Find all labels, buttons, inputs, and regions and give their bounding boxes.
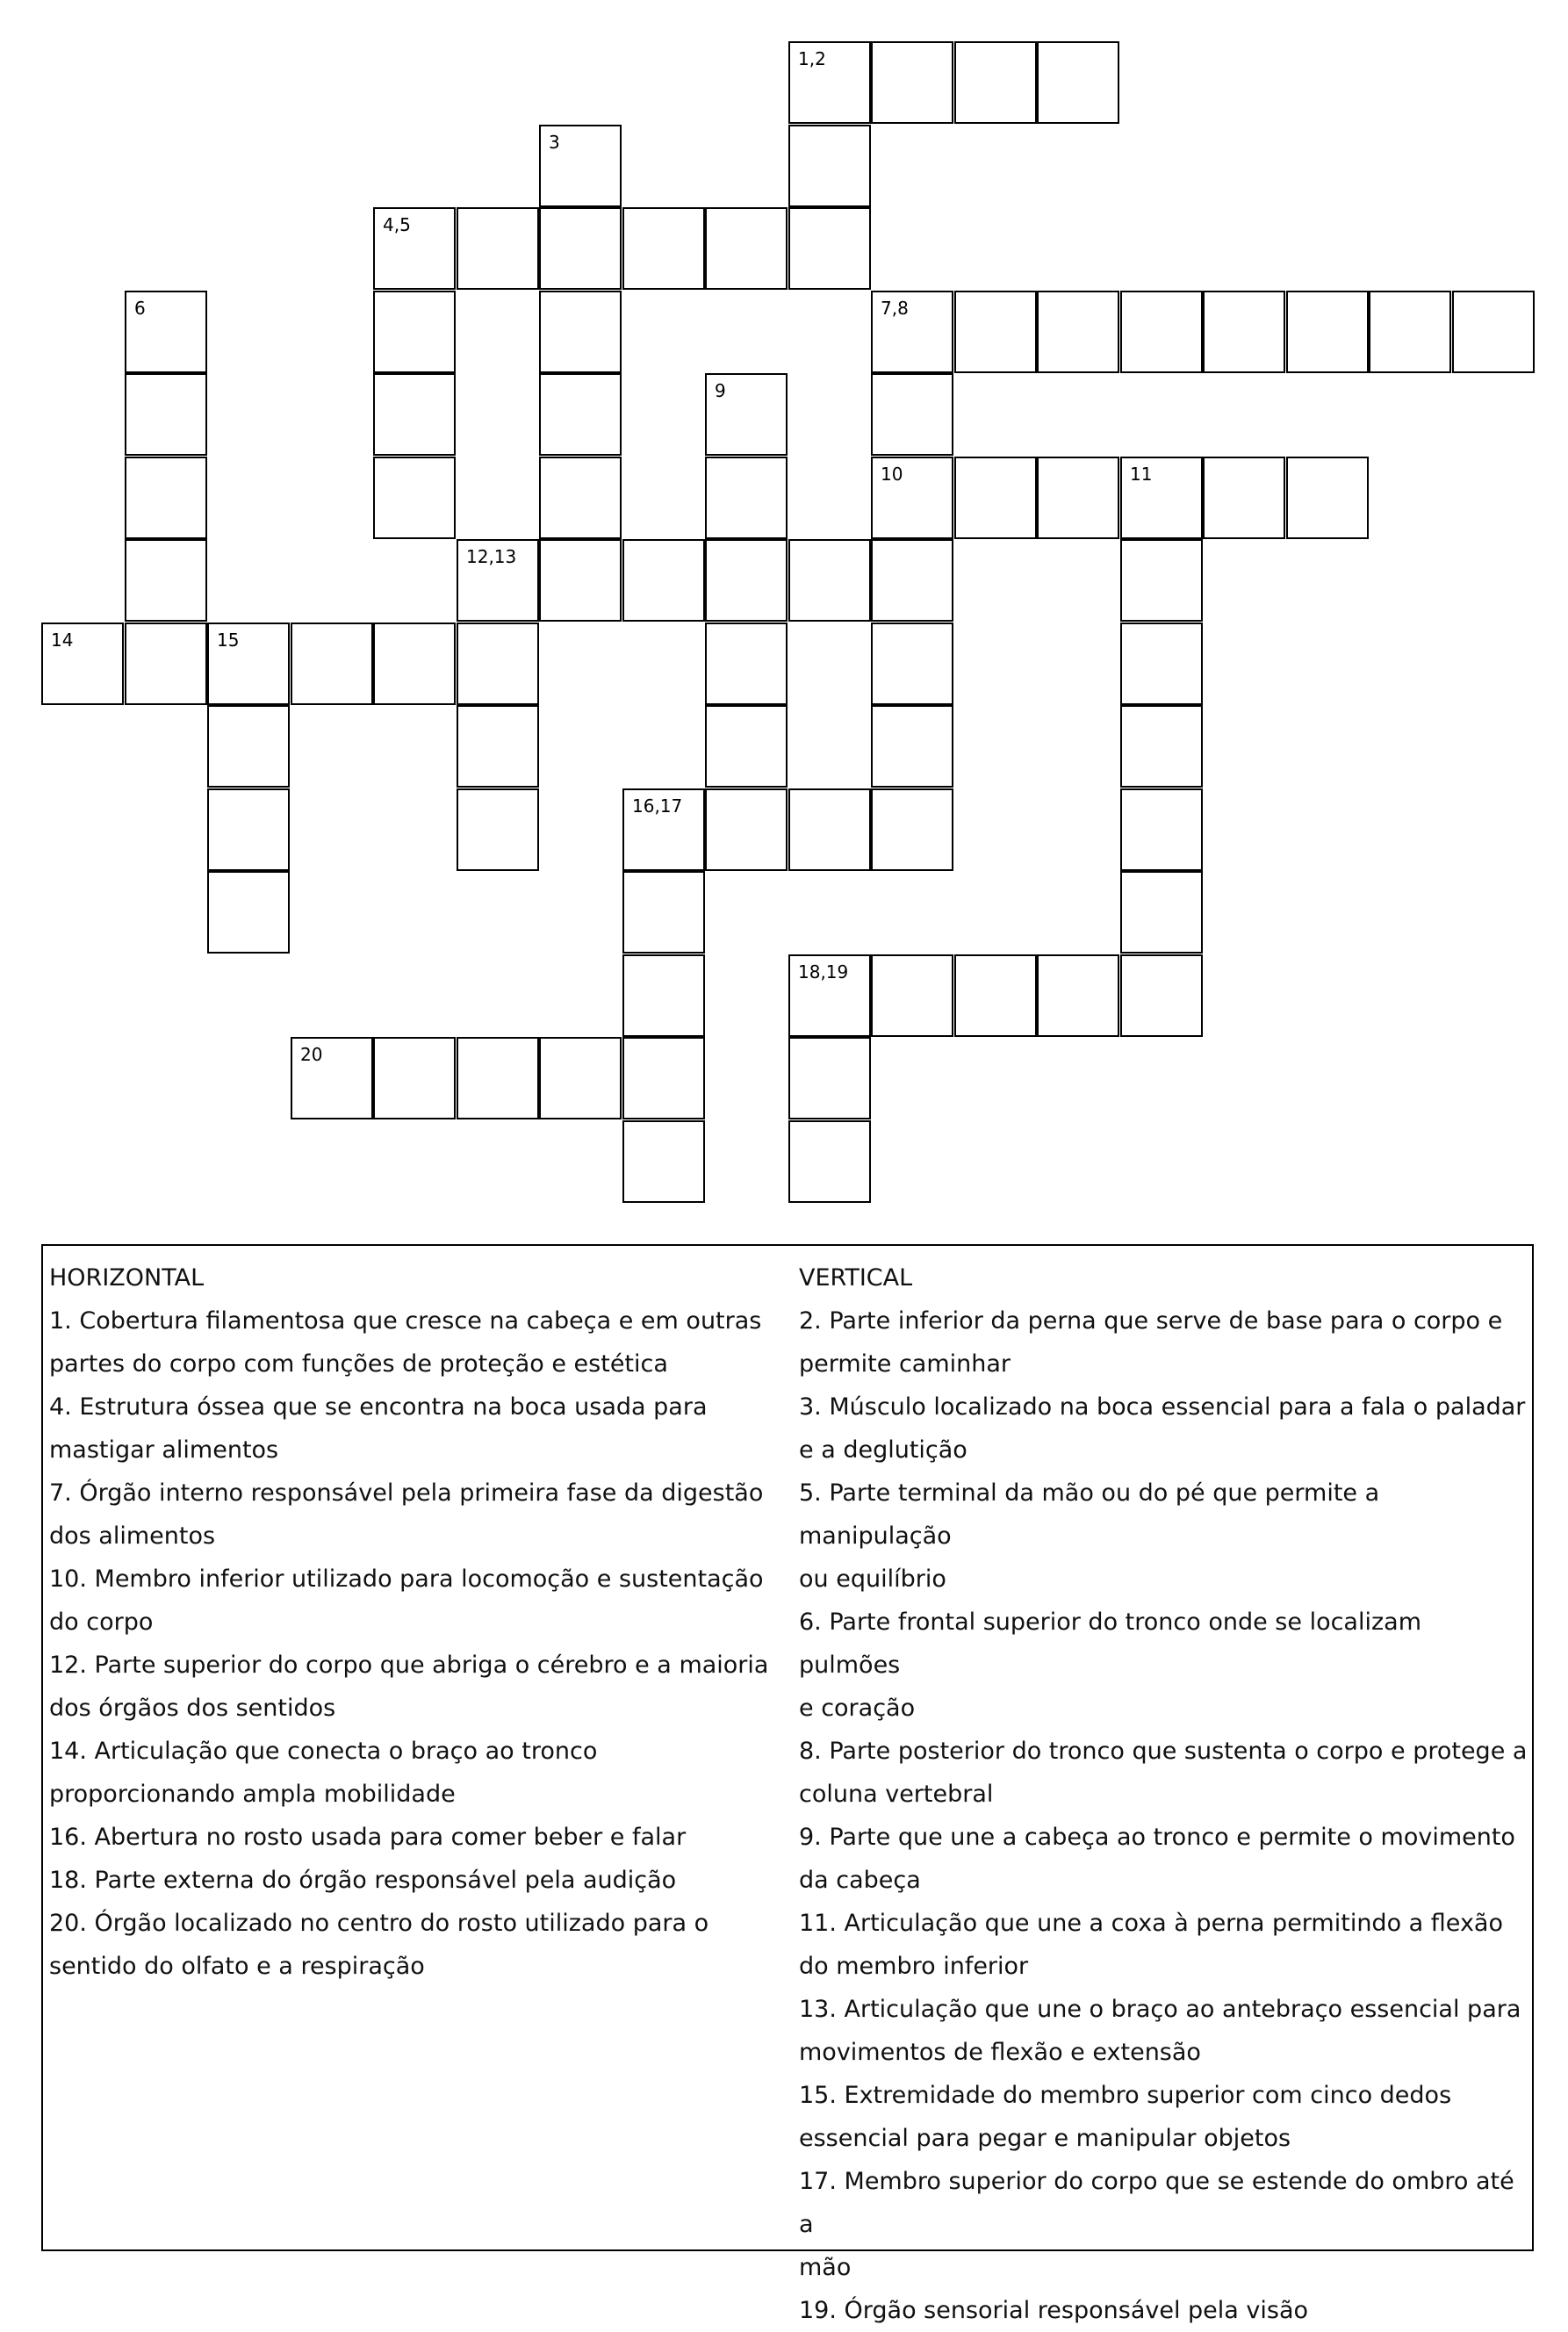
crossword-cell[interactable] xyxy=(1037,291,1119,373)
vertical-clue-line: movimentos de flexão e extensão xyxy=(799,2039,1201,2066)
clue-number: 4,5 xyxy=(383,214,411,235)
vertical-clue-line: 8. Parte posterior do tronco que sustenta o corpo e protege a xyxy=(799,1738,1528,1765)
horizontal-clue-line: mastigar alimentos xyxy=(49,1436,279,1464)
horizontal-clue-line: dos alimentos xyxy=(49,1522,216,1550)
vertical-clue-line: da cabeça xyxy=(799,1867,921,1894)
crossword-cell[interactable] xyxy=(125,623,207,705)
clue-number: 1,2 xyxy=(798,48,826,69)
crossword-cell[interactable] xyxy=(125,373,207,456)
clue-number: 15 xyxy=(217,630,240,651)
crossword-cell[interactable] xyxy=(1120,705,1203,788)
clues-box xyxy=(41,1244,1534,2324)
horizontal-clue-line: dos órgãos dos sentidos xyxy=(49,1695,336,1722)
vertical-clue-line: essencial para pegar e manipular objetos xyxy=(799,2125,1291,2152)
crossword-cell[interactable] xyxy=(457,788,539,871)
vertical-clue-line: 2. Parte inferior da perna que serve de base para o corpo e xyxy=(799,1307,1503,1335)
horizontal-clue-line: 16. Abertura no rosto usada para comer beber e falar xyxy=(49,1824,687,1851)
crossword-cell[interactable] xyxy=(871,41,953,124)
crossword-cell[interactable] xyxy=(373,1037,456,1119)
clue-number: 9 xyxy=(715,380,726,401)
crossword-cell[interactable] xyxy=(1286,291,1369,373)
crossword-cell[interactable] xyxy=(705,705,788,788)
crossword-cell[interactable] xyxy=(622,954,705,1037)
crossword-cell[interactable] xyxy=(622,1120,705,1203)
crossword-cell[interactable] xyxy=(1037,41,1119,124)
horizontal-clue-line: 10. Membro inferior utilizado para locomoção e sustentação xyxy=(49,1565,764,1593)
crossword-cell[interactable] xyxy=(622,1037,705,1119)
crossword-cell[interactable] xyxy=(788,954,871,1037)
crossword-cell[interactable] xyxy=(125,539,207,622)
horizontal-title: HORIZONTAL xyxy=(49,1264,205,1292)
crossword-cell[interactable] xyxy=(1037,457,1119,539)
crossword-cell[interactable] xyxy=(788,207,871,290)
crossword-cell[interactable] xyxy=(622,539,705,622)
crossword-cell[interactable] xyxy=(1120,457,1203,539)
crossword-cell[interactable] xyxy=(539,1037,622,1119)
crossword-cell[interactable] xyxy=(871,373,953,456)
crossword-cell[interactable] xyxy=(207,623,290,705)
crossword-cell[interactable] xyxy=(871,705,953,788)
crossword-cell[interactable] xyxy=(1286,457,1369,539)
crossword-cell[interactable] xyxy=(954,291,1037,373)
crossword-cell[interactable] xyxy=(705,788,788,871)
crossword-cell[interactable] xyxy=(622,788,705,871)
vertical-clue-line: 5. Parte terminal da mão ou do pé que permite a manipulação xyxy=(799,1479,1380,1550)
vertical-clue-line: permite caminhar xyxy=(799,1350,1011,1378)
crossword-cell[interactable] xyxy=(125,457,207,539)
vertical-title: VERTICAL xyxy=(799,1264,913,1292)
crossword-cell[interactable] xyxy=(539,539,622,622)
crossword-cell[interactable] xyxy=(207,705,290,788)
crossword-cell[interactable] xyxy=(871,788,953,871)
clue-number: 20 xyxy=(300,1044,323,1065)
clue-number: 11 xyxy=(1130,464,1153,485)
vertical-clue-line: 9. Parte que une a cabeça ao tronco e permite o movimento xyxy=(799,1824,1515,1851)
horizontal-clue-line: 18. Parte externa do órgão responsável pela audição xyxy=(49,1867,677,1894)
crossword-cell[interactable] xyxy=(954,954,1037,1037)
crossword-cell[interactable] xyxy=(1120,291,1203,373)
crossword-cell[interactable] xyxy=(622,871,705,954)
crossword-cell[interactable] xyxy=(622,207,705,290)
crossword-cell[interactable] xyxy=(1120,788,1203,871)
crossword-cell[interactable] xyxy=(954,457,1037,539)
crossword-cell[interactable] xyxy=(871,623,953,705)
crossword-cell[interactable] xyxy=(1120,539,1203,622)
vertical-clue-line: 11. Articulação que une a coxa à perna permitindo a flexão xyxy=(799,1910,1503,1937)
crossword-cell[interactable] xyxy=(457,705,539,788)
vertical-clue-line: coluna vertebral xyxy=(799,1781,994,1808)
crossword-cell[interactable] xyxy=(373,623,456,705)
crossword-cell[interactable] xyxy=(871,457,953,539)
crossword-cell[interactable] xyxy=(788,1120,871,1203)
clue-number: 16,17 xyxy=(632,795,683,817)
clue-number: 10 xyxy=(881,464,903,485)
crossword-cell[interactable] xyxy=(373,457,456,539)
horizontal-clue-line: 1. Cobertura filamentosa que cresce na cabeça e em outras xyxy=(49,1307,762,1335)
vertical-clues xyxy=(799,1256,1528,2332)
crossword-cell[interactable] xyxy=(1369,291,1451,373)
crossword-cell[interactable] xyxy=(705,623,788,705)
crossword-cell[interactable] xyxy=(1452,291,1535,373)
crossword-cell[interactable] xyxy=(954,41,1037,124)
crossword-cell[interactable] xyxy=(207,871,290,954)
clue-number: 12,13 xyxy=(466,546,517,567)
horizontal-clue-line: sentido do olfato e a respiração xyxy=(49,1953,425,1980)
vertical-clue-line: do membro inferior xyxy=(799,1953,1029,1980)
clue-number: 18,19 xyxy=(798,961,849,982)
crossword-cell[interactable] xyxy=(457,207,539,290)
crossword-cell[interactable] xyxy=(207,788,290,871)
crossword-cell[interactable] xyxy=(788,1037,871,1119)
clue-number: 6 xyxy=(134,298,146,319)
crossword-cell[interactable] xyxy=(373,373,456,456)
crossword-cell[interactable] xyxy=(788,125,871,207)
crossword-cell[interactable] xyxy=(705,207,788,290)
crossword-cell[interactable] xyxy=(705,457,788,539)
horizontal-clue-line: 7. Órgão interno responsável pela primeira fase da digestão xyxy=(49,1479,764,1507)
horizontal-clue-line: do corpo xyxy=(49,1609,154,1636)
crossword-cell[interactable] xyxy=(457,1037,539,1119)
crossword-cell[interactable] xyxy=(871,954,953,1037)
crossword-cell[interactable] xyxy=(1203,291,1285,373)
crossword-cell[interactable] xyxy=(539,125,622,207)
crossword-cell[interactable] xyxy=(788,41,871,124)
crossword-cell[interactable] xyxy=(871,539,953,622)
horizontal-clue-line: partes do corpo com funções de proteção e estética xyxy=(49,1350,668,1378)
vertical-clue-line: ou equilíbrio xyxy=(799,1565,946,1593)
clue-number: 7,8 xyxy=(881,298,909,319)
crossword-cell[interactable] xyxy=(291,623,373,705)
vertical-clue-line: 13. Articulação que une o braço ao antebraço essencial para xyxy=(799,1996,1521,2023)
vertical-clue-line: mão xyxy=(799,2254,852,2281)
horizontal-clue-line: 20. Órgão localizado no centro do rosto utilizado para o xyxy=(49,1910,709,1937)
clue-number: 14 xyxy=(51,630,74,651)
crossword-cell[interactable] xyxy=(373,207,456,290)
crossword-cell[interactable] xyxy=(871,291,953,373)
vertical-clue-line: e a deglutição xyxy=(799,1436,967,1464)
vertical-clue-line: 19. Órgão sensorial responsável pela visão xyxy=(799,2297,1309,2324)
horizontal-clue-line: 14. Articulação que conecta o braço ao tronco xyxy=(49,1738,598,1765)
crossword-cell[interactable] xyxy=(1120,954,1203,1037)
crossword-cell[interactable] xyxy=(373,291,456,373)
crossword-cell[interactable] xyxy=(1120,871,1203,954)
crossword-cell[interactable] xyxy=(705,373,788,456)
crossword-cell[interactable] xyxy=(457,539,539,622)
crossword-cell[interactable] xyxy=(291,1037,373,1119)
vertical-clue-line: 17. Membro superior do corpo que se estende do ombro até a xyxy=(799,2168,1514,2238)
horizontal-clue-line: 12. Parte superior do corpo que abriga o cérebro e a maioria xyxy=(49,1652,769,1679)
crossword-cell[interactable] xyxy=(539,207,622,290)
crossword-cell[interactable] xyxy=(1203,457,1285,539)
horizontal-clues xyxy=(49,1256,804,1988)
crossword-cell[interactable] xyxy=(788,539,871,622)
crossword-cell[interactable] xyxy=(539,291,622,373)
horizontal-clue-line: 4. Estrutura óssea que se encontra na boca usada para xyxy=(49,1393,708,1421)
crossword-cell[interactable] xyxy=(539,457,622,539)
horizontal-clue-line: proporcionando ampla mobilidade xyxy=(49,1781,456,1808)
clue-number: 3 xyxy=(549,132,560,153)
crossword-cell[interactable] xyxy=(788,788,871,871)
crossword-cell[interactable] xyxy=(41,623,124,705)
crossword-cell[interactable] xyxy=(1120,623,1203,705)
crossword-cell[interactable] xyxy=(539,373,622,456)
crossword-cell[interactable] xyxy=(705,539,788,622)
crossword-cell[interactable] xyxy=(1037,954,1119,1037)
crossword-cell[interactable] xyxy=(457,623,539,705)
vertical-clue-line: e coração xyxy=(799,1695,916,1722)
vertical-clue-line: 15. Extremidade do membro superior com cinco dedos xyxy=(799,2082,1452,2109)
crossword-cell[interactable] xyxy=(125,291,207,373)
vertical-clue-line: 3. Músculo localizado na boca essencial para a fala o paladar xyxy=(799,1393,1526,1421)
vertical-clue-line: 6. Parte frontal superior do tronco onde se localizam pulmões xyxy=(799,1609,1422,1679)
